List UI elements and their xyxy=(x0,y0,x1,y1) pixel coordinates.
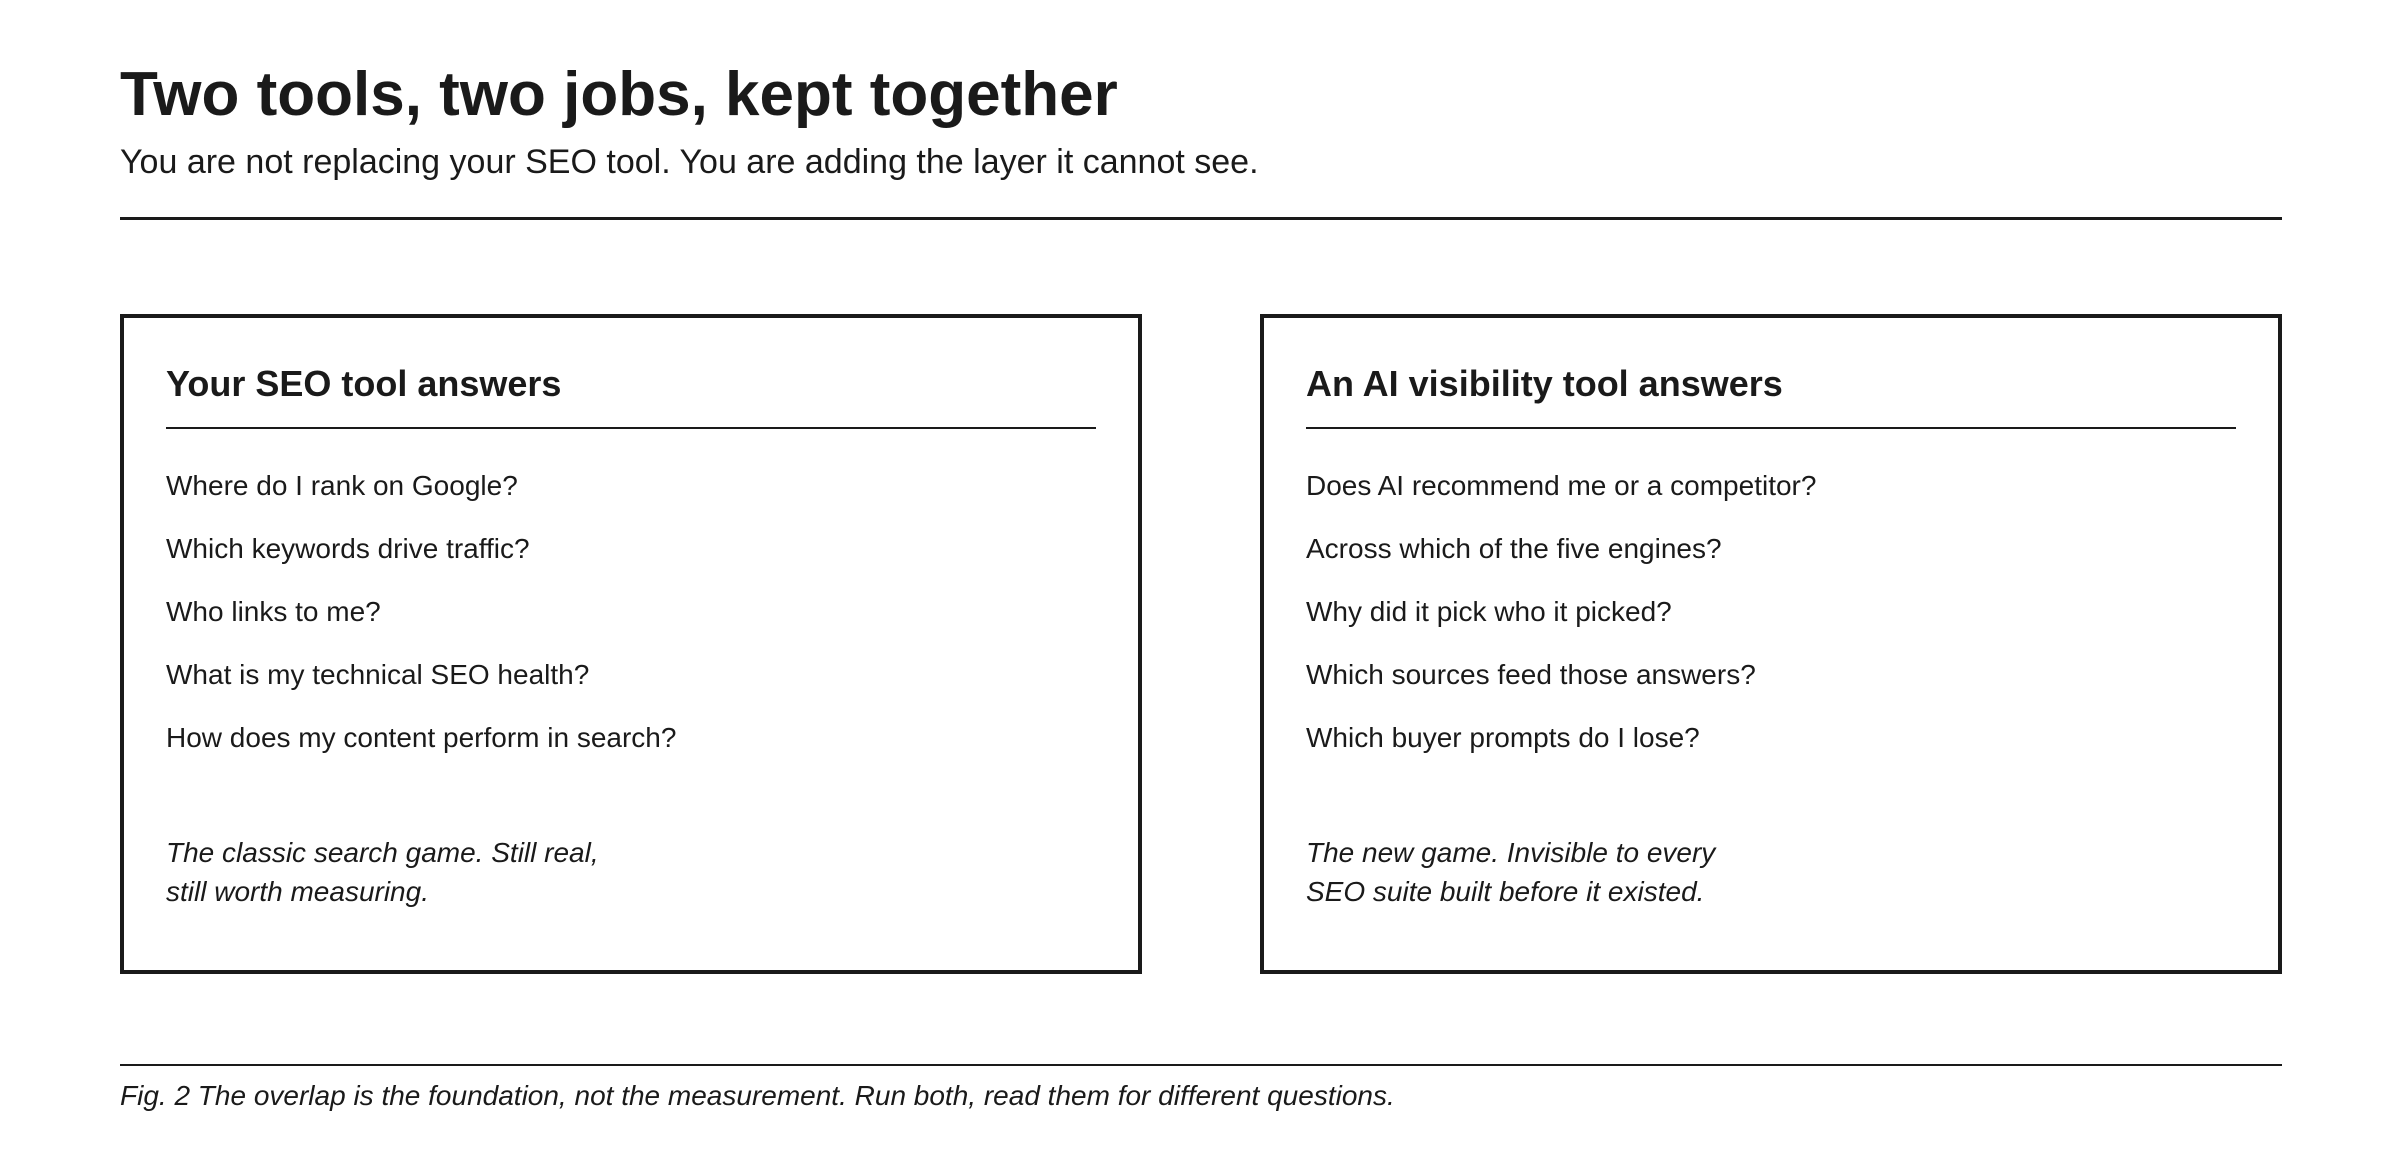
ai-question-sources: Which sources feed those answers? xyxy=(1306,659,1756,690)
ai-visibility-card-divider xyxy=(1306,427,2236,429)
figure-caption: Fig. 2 The overlap is the foundation, not the measurement. Run both, read them for different questions. xyxy=(120,1080,1395,1111)
header-divider xyxy=(120,217,2282,220)
ai-question-prompts: Which buyer prompts do I lose? xyxy=(1306,722,1700,753)
seo-question-links: Who links to me? xyxy=(166,596,381,627)
ai-visibility-card-note xyxy=(1306,833,1715,911)
seo-question-technical: What is my technical SEO health? xyxy=(166,659,590,690)
seo-tool-card xyxy=(120,314,1142,974)
ai-visibility-card xyxy=(1260,314,2282,974)
seo-note-line-1: The classic search game. Still real, xyxy=(166,837,599,868)
seo-question-content: How does my content perform in search? xyxy=(166,722,677,753)
seo-tool-card-divider xyxy=(166,427,1096,429)
ai-visibility-question-list xyxy=(1306,466,1816,781)
seo-question-keywords: Which keywords drive traffic? xyxy=(166,533,530,564)
ai-visibility-card-title: An AI visibility tool answers xyxy=(1306,363,1783,404)
ai-question-why: Why did it pick who it picked? xyxy=(1306,596,1672,627)
seo-note-line-2: still worth measuring. xyxy=(166,876,429,907)
ai-note-line-1: The new game. Invisible to every xyxy=(1306,837,1716,868)
seo-tool-question-list xyxy=(166,466,676,781)
seo-question-rank: Where do I rank on Google? xyxy=(166,470,518,501)
ai-question-engines: Across which of the five engines? xyxy=(1306,533,1722,564)
ai-note-line-2: SEO suite built before it existed. xyxy=(1306,876,1705,907)
ai-question-recommend: Does AI recommend me or a competitor? xyxy=(1306,470,1817,501)
seo-tool-card-note xyxy=(166,833,599,911)
seo-tool-card-title: Your SEO tool answers xyxy=(166,363,562,404)
caption-divider xyxy=(120,1064,2282,1066)
page-subtitle: You are not replacing your SEO tool. You are adding the layer it cannot see. xyxy=(120,143,1259,181)
page-title: Two tools, two jobs, kept together xyxy=(120,60,1118,129)
